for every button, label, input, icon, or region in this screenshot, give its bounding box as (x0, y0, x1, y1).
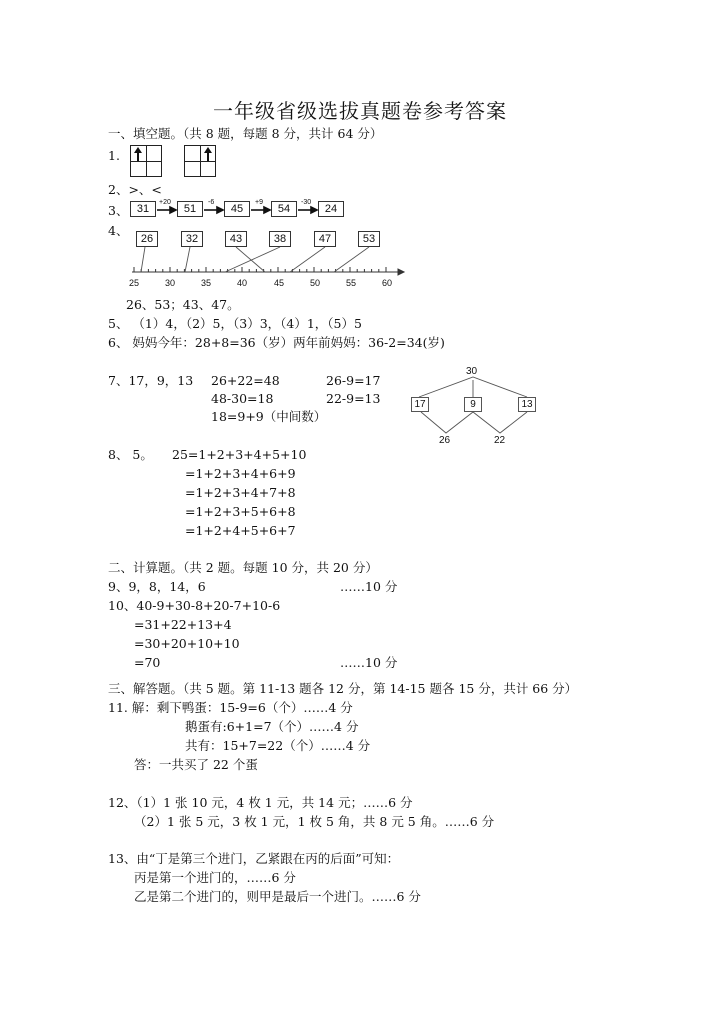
q8-line: =1+2+3+4+7+8 (185, 485, 296, 500)
tree-node: 17 (411, 397, 429, 412)
q12-line: 12、（1）1 张 10 元，4 枚 1 元，共 14 元；……6 分 (108, 795, 413, 810)
q7-line: 26+22=48 (211, 373, 280, 388)
q6-answer: 6、 妈妈今年：28+8=36（岁）两年前妈妈：36-2=34(岁) (108, 335, 445, 350)
q7-label: 7、17，9，13 (108, 373, 194, 388)
q3-box: 24 (318, 201, 344, 217)
q4-box: 32 (181, 231, 203, 247)
q8-label: 8、 5。 (108, 447, 153, 462)
q10-score: ……10 分 (340, 655, 398, 670)
q10-line: =30+20+10+10 (134, 636, 240, 651)
q13-line: 丙是第一个进门的，……6 分 (134, 870, 296, 885)
q9-score: ……10 分 (340, 579, 398, 594)
q8-line: 25=1+2+3+4+5+10 (172, 447, 307, 462)
q10-line: 10、40-9+30-8+20-7+10-6 (108, 598, 281, 613)
q8-line: =1+2+3+5+6+8 (185, 504, 296, 519)
tree-leaf: 22 (494, 435, 506, 446)
axis-tick-label: 45 (274, 278, 285, 288)
q9-answer: 9、9，8，14，6 (108, 579, 206, 594)
section1-heading: 一、填空题。（共 8 题，每题 8 分，共计 64 分） (108, 126, 383, 141)
q11-line: 11. 解：剩下鸭蛋：15-9=6（个）……4 分 (108, 700, 353, 715)
q3-op: +20 (159, 199, 171, 206)
q4-box: 53 (358, 231, 380, 247)
axis-tick-label: 30 (165, 278, 176, 288)
q8-line: =1+2+4+5+6+7 (185, 523, 296, 538)
tree-top: 30 (466, 366, 478, 377)
q4-box: 26 (136, 231, 158, 247)
axis-tick-label: 60 (382, 278, 393, 288)
q4-box: 43 (225, 231, 247, 247)
q5-answer: 5、 （1）4，（2）5，（3）3，（4）1，（5）5 (108, 316, 362, 331)
q1-label: 1. (108, 148, 120, 163)
q11-line: 共有：15+7=22（个）……4 分 (185, 738, 371, 753)
page-title: 一年级省级选拔真题卷参考答案 (213, 99, 507, 123)
q3-box: 31 (130, 201, 156, 217)
q3-op: -6 (208, 199, 215, 206)
q4-box: 38 (269, 231, 291, 247)
axis-tick-label: 40 (237, 278, 248, 288)
section2-heading: 二、计算题。（共 2 题。每题 10 分，共 20 分） (108, 560, 378, 575)
axis-tick-label: 50 (310, 278, 321, 288)
axis-tick-label: 25 (129, 278, 140, 288)
q7-line: 48-30=18 (211, 391, 274, 406)
q11-line: 鹅蛋有:6+1=7（个）……4 分 (185, 719, 359, 734)
q3-op: -30 (301, 199, 312, 206)
q10-line: =70 (134, 655, 161, 670)
axis-tick-label: 55 (346, 278, 357, 288)
q13-line: 乙是第二个进门的，则甲是最后一个进门。……6 分 (134, 889, 421, 904)
q7-line: 26-9=17 (326, 373, 381, 388)
q4-answer: 26、53；43、47。 (126, 297, 240, 312)
q12-line: （2）1 张 5 元，3 枚 1 元，1 枚 5 角，共 8 元 5 角。……6 分 (134, 814, 495, 829)
q7-line: 18=9+9（中间数） (211, 409, 327, 424)
q3-op: +9 (255, 199, 263, 206)
q4-label: 4、 (108, 223, 129, 238)
q4-box: 47 (314, 231, 336, 247)
q11-line: 答：一共买了 22 个蛋 (134, 757, 258, 772)
q2-answer: 2、>、< (108, 182, 162, 197)
tree-node: 13 (518, 397, 536, 412)
tree-node: 9 (464, 397, 482, 412)
q3-box: 45 (224, 201, 250, 217)
q3-label: 3、 (108, 203, 129, 218)
q3-box: 51 (177, 201, 203, 217)
q13-line: 13、由“丁是第三个进门，乙紧跟在丙的后面”可知： (108, 851, 400, 866)
q10-line: =31+22+13+4 (134, 617, 232, 632)
tree-leaf: 26 (439, 435, 451, 446)
axis-tick-label: 35 (201, 278, 212, 288)
q3-box: 54 (271, 201, 297, 217)
section3-heading: 三、解答题。（共 5 题。第 11-13 题各 12 分，第 14-15 题各 15 分，共计 66 分） (108, 681, 578, 696)
q8-line: =1+2+3+4+6+9 (185, 466, 296, 481)
q7-line: 22-9=13 (326, 391, 381, 406)
